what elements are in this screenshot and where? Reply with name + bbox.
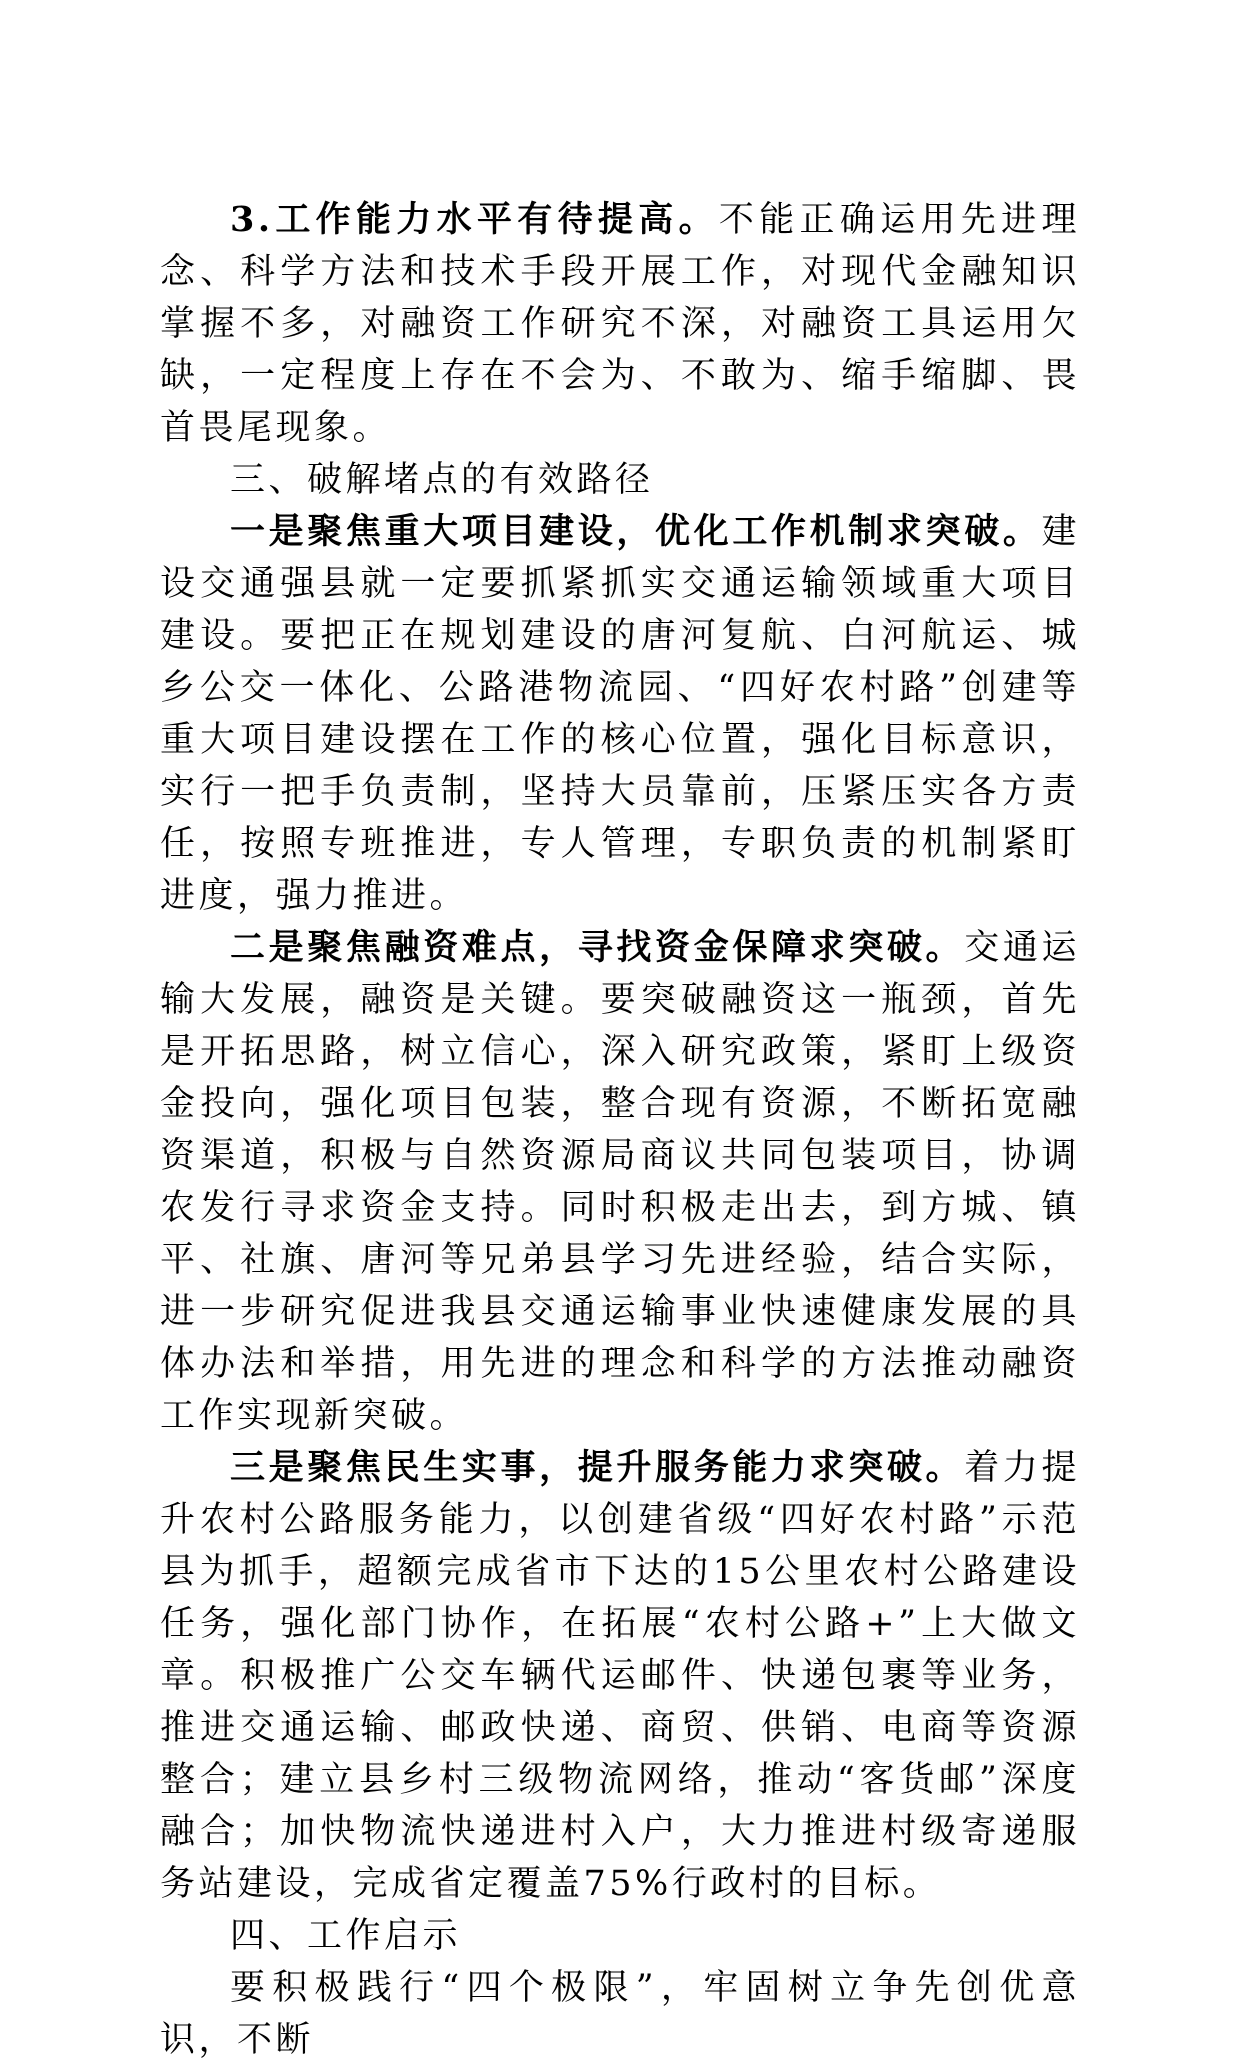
paragraph-text: 交通运输大发展，融资是关键。要突破融资这一瓶颈，首先是开拓思路，树立信心，深入研究政策，紧盯上级资金投向，强化项目包装，整合现有资源，不断拓宽融资渠道，积极与自然资源局商议共同包装项目，协调农发行寻求资金支持。同时积极走出去，到方城、镇平、社旗、唐河等兄弟县学习先进经验，结合实际，进一步研究促进我县交通运输事业快速健康发展的具体办法和举措，用先进的理念和科学的方法推动融资工作实现新突破。 [160, 928, 1080, 1436]
section-heading-insights: 四、工作启示 [230, 1916, 462, 1956]
paragraph-work-ability [160, 194, 1080, 454]
paragraph-major-projects [160, 506, 1080, 922]
paragraph-lead: 3.工作能力水平有待提高。 [230, 199, 719, 240]
paragraph-lead: 二是聚焦融资难点，寻找资金保障求突破。 [230, 927, 965, 968]
paragraph-text: 不能正确运用先进理念、科学方法和技术手段开展工作，对现代金融知识掌握不多，对融资工作研究不深，对融资工具运用欠缺，一定程度上存在不会为、不敢为、缩手缩脚、畏首畏尾现象。 [160, 200, 1080, 448]
paragraph-livelihood [160, 1442, 1080, 1910]
paragraph-lead: 一是聚焦重大项目建设，优化工作机制求突破。 [230, 511, 1042, 552]
section-heading-paths: 三、破解堵点的有效路径 [230, 460, 654, 500]
paragraph-financing [160, 922, 1080, 1442]
paragraph-text: 要积极践行“四个极限”，牢固树立争先创优意识，不断 [160, 1968, 1080, 2060]
paragraph-text: 着力提升农村公路服务能力，以创建省级“四好农村路”示范县为抓手，超额完成省市下达的15公里农村公路建设任务，强化部门协作，在拓展“农村公路+”上大做文章。积极推广公交车辆代运邮件、快递包裹等业务，推进交通运输、邮政快递、商贸、供销、电商等资源整合；建立县乡村三级物流网络，推动“客货邮”深度融合；加快物流快递进村入户，大力推进村级寄递服务站建设，完成省定覆盖75%行政村的目标。 [160, 1448, 1080, 1904]
paragraph-text: 建设交通强县就一定要抓紧抓实交通运输领域重大项目建设。要把正在规划建设的唐河复航、白河航运、城乡公交一体化、公路港物流园、“四好农村路”创建等重大项目建设摆在工作的核心位置，强化目标意识，实行一把手负责制，坚持大员靠前，压紧压实各方责任，按照专班推进，专人管理，专职负责的机制紧盯进度，强力推进。 [160, 512, 1080, 916]
paragraph-insights-start [160, 1962, 1080, 2066]
document-page [160, 194, 1080, 2066]
paragraph-lead: 三是聚焦民生实事，提升服务能力求突破。 [230, 1447, 965, 1488]
